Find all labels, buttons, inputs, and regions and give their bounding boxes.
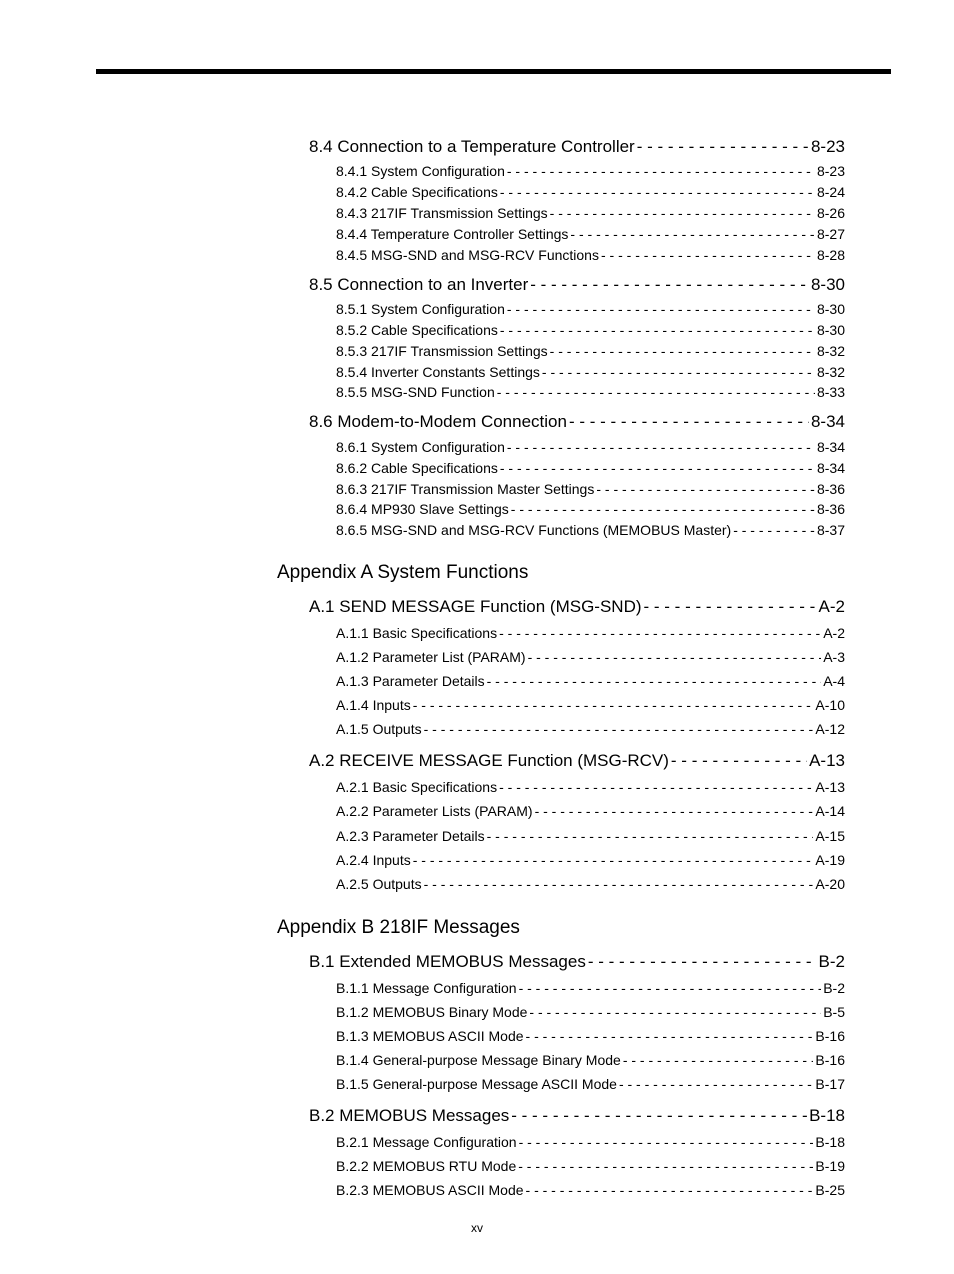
dot-leader [413,852,814,868]
toc-subsection[interactable] [336,980,845,996]
toc-subsection[interactable] [336,649,845,665]
toc-page-number: B-16 [815,1052,845,1068]
toc-subsection[interactable] [336,1158,845,1174]
toc-page-number: A-2 [823,625,845,641]
toc-entry-title: A.2.1 Basic Specifications [336,779,498,795]
toc-entry-title: B.1.3 MEMOBUS ASCII Mode [336,1028,524,1044]
toc-subsection[interactable] [336,1182,845,1198]
dot-leader [542,364,815,380]
toc-subsection[interactable] [336,184,845,200]
toc-page-number: 8-32 [816,364,845,380]
toc-entry-title: B.1.1 Message Configuration [336,980,517,996]
toc-page-number: 8-34 [816,460,845,476]
toc-entry-title: 8.4.3 217IF Transmission Settings [336,205,548,221]
toc-section-b-1[interactable] [309,952,845,972]
appendix-b-heading[interactable]: Appendix B 218IF Messages [277,917,520,938]
toc-entry-title: 8.4 Connection to a Temperature Controller [309,137,635,156]
toc-page-number: B-17 [815,1076,845,1092]
toc-subsection[interactable] [336,322,845,338]
toc-subsection[interactable] [336,481,845,497]
toc-subsection[interactable] [336,343,845,359]
toc-page-number: 8-30 [810,275,845,294]
toc-entry-title: 8.4.2 Cable Specifications [336,184,498,200]
dot-leader [530,275,809,295]
toc-entry-title: 8.5.3 217IF Transmission Settings [336,343,548,359]
toc-entry-title: A.1.5 Outputs [336,721,422,737]
toc-section-a-2[interactable] [309,751,845,771]
dot-leader [526,1028,814,1044]
toc-page-number: B-18 [815,1134,845,1150]
toc-subsection[interactable] [336,828,845,844]
toc-page-number: 8-26 [816,205,845,221]
toc-entry-title: B.1 Extended MEMOBUS Messages [309,952,586,971]
dot-leader [519,980,822,996]
toc-page-number: 8-23 [816,163,845,179]
toc-entry-title: A.2 RECEIVE MESSAGE Function (MSG-RCV) [309,751,669,770]
dot-leader [644,597,817,617]
toc-subsection[interactable] [336,1028,845,1044]
toc-page-number: 8-27 [816,226,845,242]
toc-page-number: 8-23 [810,137,845,156]
toc-page-number: B-2 [823,980,845,996]
dot-leader [623,1052,814,1068]
toc-subsection[interactable] [336,501,845,517]
toc-entry-title: A.1.4 Inputs [336,697,411,713]
dot-leader [526,1182,814,1198]
toc-entry-title: B.1.2 MEMOBUS Binary Mode [336,1004,528,1020]
toc-entry-title: A.2.3 Parameter Details [336,828,485,844]
dot-leader [507,439,815,455]
dot-leader [500,184,815,200]
toc-page-number: A-19 [815,852,845,868]
toc-page-number: 8-36 [816,501,845,517]
dot-leader [497,384,815,400]
dot-leader [424,876,814,892]
toc-page-number: 8-28 [816,247,845,263]
toc-page-number: A-13 [815,779,845,795]
dot-leader [596,481,815,497]
dot-leader [550,343,815,359]
toc-entry-title: 8.6 Modem-to-Modem Connection [309,412,567,431]
toc-page-number: A-3 [823,649,845,665]
dot-leader [487,828,814,844]
toc-entry-title: A.1.2 Parameter List (PARAM) [336,649,526,665]
dot-leader [550,205,815,221]
toc-entry-title: 8.5.4 Inverter Constants Settings [336,364,540,380]
dot-leader [569,412,809,432]
toc-page-number: A-15 [815,828,845,844]
toc-page-number: B-16 [815,1028,845,1044]
toc-page-number: 8-34 [816,439,845,455]
toc-page-number: 8-34 [810,412,845,431]
dot-leader [511,501,815,517]
dot-leader [570,226,815,242]
toc-entry-title: A.2.4 Inputs [336,852,411,868]
toc-entry-title: B.1.4 General-purpose Message Binary Mode [336,1052,621,1068]
toc-entry-title: A.2.5 Outputs [336,876,422,892]
toc-entry-title: 8.5 Connection to an Inverter [309,275,529,294]
toc-subsection[interactable] [336,247,845,263]
toc-entry-title: 8.6.2 Cable Specifications [336,460,498,476]
toc-subsection[interactable] [336,697,845,713]
dot-leader [500,460,815,476]
toc-page-number: A-20 [815,876,845,892]
dot-leader [511,1106,807,1126]
toc-entry-title: B.2.3 MEMOBUS ASCII Mode [336,1182,524,1198]
toc-section-8-5[interactable] [309,275,845,295]
toc-subsection[interactable] [336,1052,845,1068]
toc-subsection[interactable] [336,852,845,868]
dot-leader [487,673,822,689]
toc-subsection[interactable] [336,301,845,317]
dot-leader [507,163,815,179]
toc-subsection[interactable] [336,625,845,641]
dot-leader [601,247,815,263]
toc-entry-title: 8.5.2 Cable Specifications [336,322,498,338]
toc-page-number: B-19 [815,1158,845,1174]
toc-page-number: 8-32 [816,343,845,359]
dot-leader [500,322,815,338]
dot-leader [588,952,817,972]
toc-entry-title: 8.6.3 217IF Transmission Master Settings [336,481,595,497]
toc-subsection[interactable] [336,226,845,242]
toc-page-number: 8-24 [816,184,845,200]
toc-subsection[interactable] [336,1076,845,1092]
toc-page-number: A-4 [823,673,845,689]
toc-entry-title: B.2.2 MEMOBUS RTU Mode [336,1158,517,1174]
toc-subsection[interactable] [336,803,845,819]
toc-subsection[interactable] [336,721,845,737]
toc-page-number: A-12 [815,721,845,737]
toc-subsection[interactable] [336,384,845,400]
toc-subsection[interactable] [336,364,845,380]
toc-section-a-1[interactable] [309,597,845,617]
dot-leader [671,751,807,771]
toc-section-8-6[interactable] [309,412,845,432]
toc-entry-title: 8.6.5 MSG-SND and MSG-RCV Functions (MEMOBUS Master) [336,522,732,538]
toc-page-number: B-2 [818,952,845,971]
toc-subsection[interactable] [336,1004,845,1020]
toc-entry-title: 8.5.1 System Configuration [336,301,505,317]
toc-page-number: 8-33 [816,384,845,400]
toc-entry-title: 8.4.4 Temperature Controller Settings [336,226,569,242]
toc-entry-title: 8.4.5 MSG-SND and MSG-RCV Functions [336,247,599,263]
toc-page-number: A-14 [815,803,845,819]
toc-page-number: B-5 [823,1004,845,1020]
toc-entry-title: A.1.3 Parameter Details [336,673,485,689]
toc-entry-title: B.1.5 General-purpose Message ASCII Mode [336,1076,617,1092]
toc-subsection[interactable] [336,876,845,892]
toc-entry-title: 8.5.5 MSG-SND Function [336,384,495,400]
dot-leader [499,625,821,641]
toc-page-number: 8-37 [816,522,845,538]
header-rule [96,69,891,74]
dot-leader [507,301,815,317]
toc-subsection[interactable] [336,522,845,538]
toc-entry-title: 8.6.1 System Configuration [336,439,505,455]
toc-entry-title: B.2 MEMOBUS Messages [309,1106,510,1125]
dot-leader [518,1158,813,1174]
toc-entry-title: A.2.2 Parameter Lists (PARAM) [336,803,533,819]
dot-leader [529,1004,821,1020]
toc-entry-title: A.1.1 Basic Specifications [336,625,498,641]
toc-subsection[interactable] [336,439,845,455]
toc-page-number: A-10 [815,697,845,713]
toc-subsection[interactable] [336,460,845,476]
appendix-a-heading[interactable]: Appendix A System Functions [277,562,529,583]
toc-subsection[interactable] [336,779,845,795]
dot-leader [413,697,814,713]
toc-entry-title: 8.6.4 MP930 Slave Settings [336,501,509,517]
toc-entry-title: B.2.1 Message Configuration [336,1134,517,1150]
toc-page-number: 8-30 [816,301,845,317]
toc-page-number: 8-36 [816,481,845,497]
toc-subsection[interactable] [336,205,845,221]
dot-leader [499,779,813,795]
toc-section-b-2[interactable] [309,1106,845,1126]
dot-leader [535,803,814,819]
toc-page-number: 8-30 [816,322,845,338]
toc-entry-title: A.1 SEND MESSAGE Function (MSG-SND) [309,597,642,616]
dot-leader [424,721,814,737]
dot-leader [733,522,815,538]
dot-leader [528,649,822,665]
toc-page-number: B-18 [809,1106,845,1125]
dot-leader [519,1134,814,1150]
toc-section-8-4[interactable] [309,137,845,157]
toc-subsection[interactable] [336,163,845,179]
dot-leader [637,137,809,157]
toc-subsection[interactable] [336,673,845,689]
toc-page-number: A-13 [809,751,845,770]
toc-subsection[interactable] [336,1134,845,1150]
toc-page-number: B-25 [815,1182,845,1198]
dot-leader [619,1076,813,1092]
page-number: xv [471,1221,483,1235]
toc-page-number: A-2 [818,597,845,616]
toc-entry-title: 8.4.1 System Configuration [336,163,505,179]
